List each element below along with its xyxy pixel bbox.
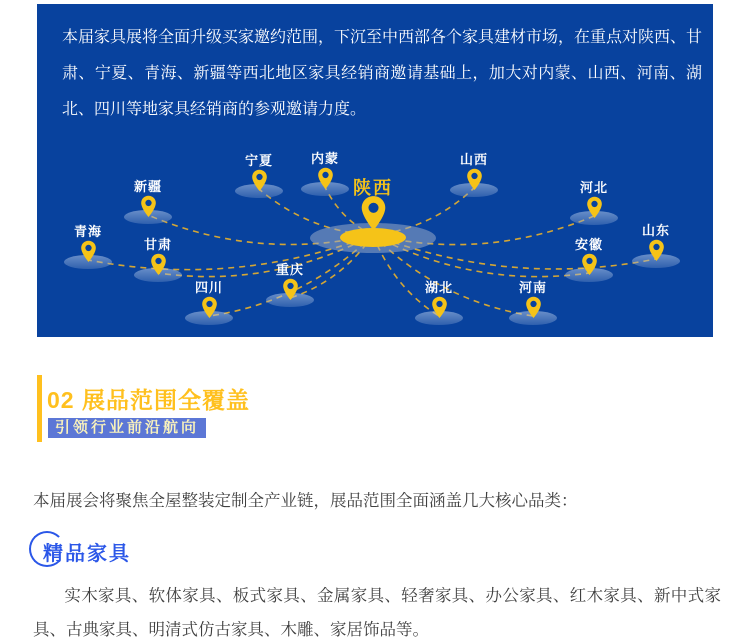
intro-paragraph: 本届展会将聚焦全屋整装定制全产业链，展品范围全面涵盖几大核心品类： — [33, 492, 578, 510]
location-pin-icon — [282, 278, 299, 301]
section-title — [47, 382, 250, 415]
location-pin-icon — [140, 195, 157, 218]
province-label: 宁夏 — [244, 153, 274, 168]
province-label: 河南 — [518, 280, 548, 295]
section-title-text: 展品范围全覆盖 — [81, 387, 250, 413]
province-label: 山东 — [641, 223, 671, 238]
province-label: 新疆 — [133, 179, 163, 194]
province-label: 重庆 — [275, 262, 305, 277]
section-subtitle-badge: 引领行业前沿航向 — [48, 418, 206, 438]
center-province-label: 陕西 — [353, 178, 393, 198]
accent-bar — [37, 375, 42, 442]
banner — [37, 4, 713, 337]
province-label: 湖北 — [424, 280, 454, 295]
location-pin-icon — [80, 240, 97, 263]
section-number: 02 — [47, 387, 75, 413]
category-label: 精品家具 — [43, 543, 131, 565]
detail-paragraph: 实木家具、软体家具、板式家具、金属家具、轻奢家具、办公家具、红木家具、新中式家具、古典家具、明清式仿古家具、木雕、家居饰品等。 — [33, 587, 721, 639]
province-label: 内蒙 — [310, 151, 340, 166]
location-pin-icon — [150, 253, 167, 276]
location-pin-icon — [201, 296, 218, 319]
location-pin-icon — [251, 169, 268, 192]
province-label: 青海 — [73, 224, 103, 239]
location-pin-icon — [466, 168, 483, 191]
province-label: 河北 — [579, 180, 609, 195]
province-label: 安徽 — [574, 237, 604, 252]
location-pin-icon — [648, 239, 665, 262]
location-pin-icon — [581, 253, 598, 276]
province-label: 甘肃 — [143, 237, 173, 252]
province-label: 四川 — [194, 280, 224, 295]
location-pin-icon — [360, 195, 387, 232]
location-pin-icon — [317, 167, 334, 190]
banner-text: 本届家具展将全面升级买家邀约范围，下沉至中西部各个家具建材市场，在重点对陕西、甘肃、宁夏、青海、新疆等西北地区家具经销商邀请基础上，加大对内蒙、山西、河南、湖北、四川等地家具经销商的参观邀请力度。 — [62, 29, 703, 118]
location-pin-icon — [586, 196, 603, 219]
location-pin-icon — [525, 296, 542, 319]
location-pin-icon — [431, 296, 448, 319]
province-label: 山西 — [459, 152, 489, 167]
